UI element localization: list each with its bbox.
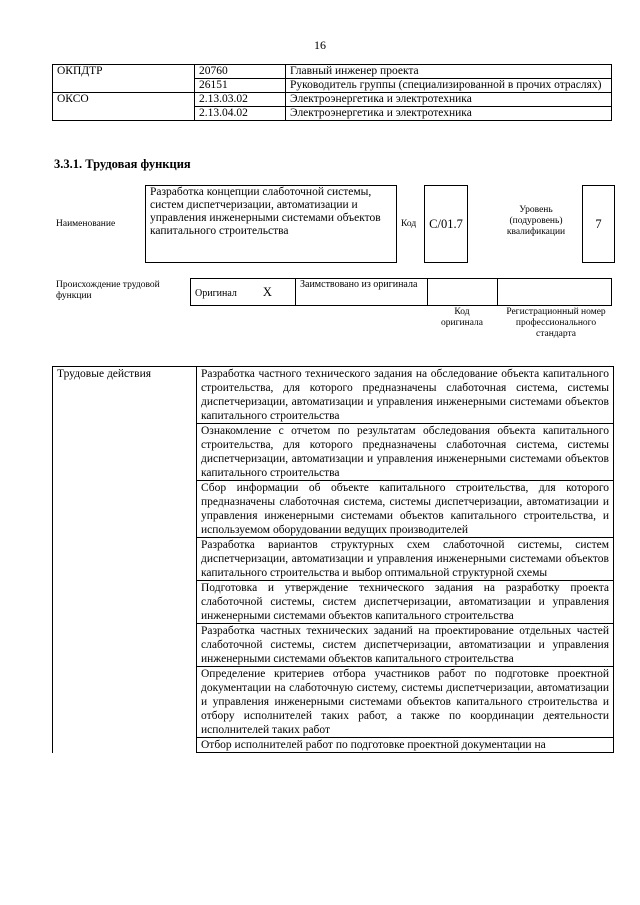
classifier-title: Руководитель группы (специализированной в прочих отраслях) xyxy=(286,79,612,93)
function-name: Разработка концепции слаботочной системы, систем диспетчеризации, автоматизации и управления инженерными системами объектов капитального строительства xyxy=(145,185,397,263)
action-item: Сбор информации об объекте капитального строительства, для которого предназначены слаботочная система, системы диспетчеризации, автоматизации и управления инженерными системами объектов капитального строительства, и используемом оборудовании ведущих производителей xyxy=(197,481,614,538)
table-row xyxy=(53,738,614,753)
actions-category-cont xyxy=(53,424,197,481)
original-cell xyxy=(191,279,296,306)
table-row xyxy=(53,93,612,107)
action-item: Определение критериев отбора участников работ по подготовке проектной документации на слаботочную систему, системы диспетчеризации, автоматизации и управления инженерными системами объектов капитального строительства и отбору исполнителей таких работ, а также по координации деятельности исполнителей таких работ xyxy=(197,667,614,738)
original-mark: X xyxy=(262,284,272,299)
action-item: Отбор исполнителей работ по подготовке проектной документации на xyxy=(197,738,614,753)
table-row xyxy=(53,79,612,93)
page-number: 16 xyxy=(314,38,326,52)
borrowed-label: Заимствовано из оригинала xyxy=(296,279,428,306)
action-item: Разработка частных технических заданий на проектирование отдельных частей слаботочной системы, систем диспетчеризации, автоматизации и управления инженерными системами объектов капитального строительства xyxy=(197,624,614,667)
classifier-code: 20760 xyxy=(195,65,286,79)
action-item: Разработка вариантов структурных схем слаботочной системы, систем диспетчеризации, автоматизации и управления инженерными системами объектов капитального строительства и выбор оптимальной структурной схемы xyxy=(197,538,614,581)
classifier-name-cont xyxy=(53,107,195,121)
action-item: Ознакомление с отчетом по результатам обследования объекта капитального строительства, для которого предназначены слаботочная система, системы диспетчеризации, автоматизации и управления инженерными системами объектов капитального строительства xyxy=(197,424,614,481)
table-row xyxy=(53,581,614,624)
actions-category-cont xyxy=(53,667,197,738)
original-code-cell xyxy=(428,279,498,306)
function-code-label: Код xyxy=(401,219,417,229)
table-row xyxy=(53,107,612,121)
original-label: Оригинал xyxy=(195,287,237,299)
actions-category-cont xyxy=(53,624,197,667)
classifier-code: 2.13.03.02 xyxy=(195,93,286,107)
function-name-label: Наименование xyxy=(56,219,116,229)
table-row xyxy=(53,65,612,79)
origin-table xyxy=(190,278,612,306)
classifier-title: Главный инженер проекта xyxy=(286,65,612,79)
classifier-name: ОКПДТР xyxy=(53,65,195,79)
section-heading: 3.3.1. Трудовая функция xyxy=(54,157,191,171)
classifier-code: 26151 xyxy=(195,79,286,93)
classifier-table xyxy=(52,64,612,121)
origin-label: Происхождение трудовой функции xyxy=(56,280,160,301)
actions-category-cont xyxy=(53,481,197,538)
table-row xyxy=(53,367,614,424)
table-row xyxy=(53,481,614,538)
classifier-name-cont xyxy=(53,79,195,93)
original-code-label: Код оригинала xyxy=(441,307,483,328)
classifier-title: Электроэнергетика и электротехника xyxy=(286,93,612,107)
action-item: Подготовка и утверждение технического задания на разработку проекта слаботочной системы, систем диспетчеризации, автоматизации и управления инженерными системами объектов капитального строительства xyxy=(197,581,614,624)
table-row xyxy=(53,538,614,581)
table-row xyxy=(191,279,612,306)
table-row xyxy=(53,667,614,738)
qualification-level: 7 xyxy=(582,185,615,263)
actions-category: Трудовые действия xyxy=(53,367,197,424)
registration-number-label: Регистрационный номер профессионального стандарта xyxy=(506,307,606,339)
classifier-code: 2.13.04.02 xyxy=(195,107,286,121)
actions-category-cont xyxy=(53,538,197,581)
classifier-title: Электроэнергетика и электротехника xyxy=(286,107,612,121)
table-row xyxy=(53,424,614,481)
labor-actions-table xyxy=(52,366,614,753)
table-row xyxy=(53,624,614,667)
actions-category-cont xyxy=(53,738,197,753)
classifier-name: ОКСО xyxy=(53,93,195,107)
actions-category-cont xyxy=(53,581,197,624)
action-item: Разработка частного технического задания на обследование объекта капитального строительства, для которого предназначены слаботочная система, системы диспетчеризации, автоматизации и управления инженерными системами объектов капитального строительства xyxy=(197,367,614,424)
qualification-level-label: Уровень (подуровень) квалификации xyxy=(506,205,566,237)
function-code: С/01.7 xyxy=(424,185,468,263)
registration-number-cell xyxy=(498,279,612,306)
